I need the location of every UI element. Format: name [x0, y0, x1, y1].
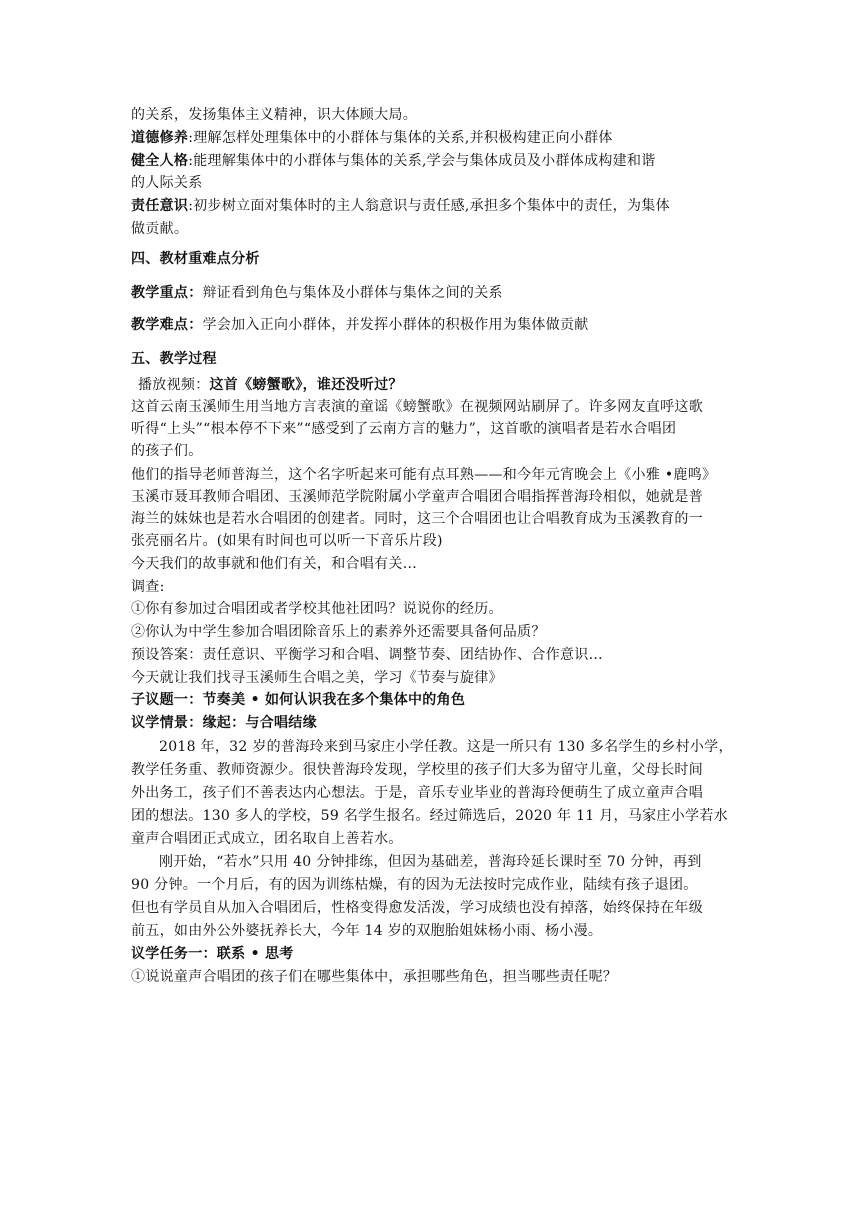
story1-line: 童声合唱团正式成立，团名取自上善若水。: [131, 831, 403, 847]
teaching-key: [131, 283, 731, 303]
goal-personality-label: 健全人格: [131, 153, 189, 169]
goal-personality-cont: 的人际关系: [131, 175, 203, 191]
goal-responsibility-cont: 做贡献。: [131, 221, 189, 237]
para2-line: 张亮丽名片。(如果有时间也可以听一下音乐片段): [131, 533, 443, 549]
teaching-difficulty: [131, 315, 731, 335]
goal-responsibility: [131, 196, 731, 216]
video-prefix: 播放视频：: [138, 377, 210, 393]
story2-line: 90 分钟。一个月后，有的因为训练枯燥，有的因为无法按时完成作业，陆续有孩子退团。: [131, 877, 698, 893]
survey-question-1: ①你有参加过合唱团或者学校其他社团吗？说说你的经历。: [131, 601, 503, 617]
survey-label: 调查:: [131, 579, 165, 595]
goal-personality-text: :能理解集体中的小群体与集体的关系,学会与集体成员及小群体成构建和谐: [188, 153, 656, 169]
story1-line: 外出务工，孩子们不善表达内心想法。于是，音乐专业毕业的普海玲便萌生了成立童声合唱: [131, 785, 703, 801]
story2-line: 刚开始，“若水”只用 40 分钟排练，但因为基础差，普海玲延长课时至 70 分钟，再到: [159, 854, 702, 870]
goal-responsibility-text: :初步树立面对集体时的主人翁意识与责任感,承担多个集体中的责任，为集体: [188, 198, 670, 214]
para1-line: 的孩子们。: [131, 443, 203, 459]
goal-responsibility-label: 责任意识: [131, 198, 189, 214]
task-1-question-1: ①说说童声合唱团的孩子们在哪些集体中，承担哪些角色，担当哪些责任呢？: [131, 969, 618, 985]
video-question: 这首《螃蟹歌》，谁还没听过？: [209, 377, 403, 393]
para2-line: 海兰的妹妹也是若水合唱团的创建者。同时，这三个合唱团也让合唱教育成为玉溪教育的一: [131, 511, 703, 527]
scenario-heading: 议学情景：缘起：与合唱结缘: [131, 715, 317, 731]
task-1-heading: 议学任务一：联系 • 思考: [131, 946, 294, 962]
teaching-difficulty-text: 学会加入正向小群体，并发挥小群体的积极作用为集体做贡献: [202, 317, 589, 333]
para1-line: 听得“上头”“根本停不下来”“感受到了云南方言的魅力”，这首歌的演唱者是若水合唱团: [131, 421, 677, 437]
story2-line: 前五，如由外公外婆抚养长大，今年 14 岁的双胞胎姐妹杨小雨、杨小漫。: [131, 923, 603, 939]
survey-question-2: ②你认为中学生参加合唱团除音乐上的素养外还需要具备何品质？: [131, 624, 546, 640]
preset-answer: 预设答案：责任意识、平衡学习和合唱、调整节奏、团结协作、合作意识...: [131, 647, 603, 663]
story1-line: 教学任务重、教师资源少。很快普海玲发现，学校里的孩子们大多为留守儿童，父母长时间: [131, 762, 703, 778]
section5-heading: 五、教学过程: [131, 351, 217, 367]
teaching-key-text: 辩证看到角色与集体及小群体与集体之间的关系: [202, 285, 503, 301]
intro-tail: 的关系，发扬集体主义精神，识大体顾大局。: [131, 107, 417, 123]
para2-line: 玉溪市聂耳教师合唱团、玉溪师范学院附属小学童声合唱团合唱指挥普海玲相似，她就是普: [131, 489, 703, 505]
story1-line: 2018 年，32 岁的普海玲来到马家庄小学任教。这是一所只有 130 多名学生的乡村小学，: [159, 739, 733, 755]
lead-in: 今天就让我们找寻玉溪师生合唱之美，学习《节奏与旋律》: [131, 670, 503, 686]
intro-line: 今天我们的故事就和他们有关，和合唱有关...: [131, 556, 417, 572]
topic-1-heading: 子议题一：节奏美 • 如何认识我在多个集体中的角色: [131, 692, 466, 708]
goal-moral: [131, 128, 731, 148]
goal-moral-label: 道德修养: [131, 130, 189, 146]
teaching-key-label: 教学重点：: [131, 285, 203, 301]
goal-personality: [131, 151, 731, 171]
section4-heading: 四、教材重难点分析: [131, 251, 260, 267]
goal-moral-text: :理解怎样处理集体中的小群体与集体的关系,并积极构建正向小群体: [188, 130, 613, 146]
para1-line: 这首云南玉溪师生用当地方言表演的童谣《螃蟹歌》在视频网站刷屏了。许多网友直呼这歌: [131, 399, 703, 415]
story2-line: 但也有学员自从加入合唱团后，性格变得愈发活泼，学习成绩也没有掉落，始终保持在年级: [131, 900, 703, 916]
video-line: [138, 375, 738, 395]
story1-line: 团的想法。130 多人的学校，59 名学生报名。经过筛选后，2020 年 11 月，马家庄小学若水: [131, 808, 728, 824]
teaching-difficulty-label: 教学难点：: [131, 317, 203, 333]
para2-line: 他们的指导老师普海兰，这个名字听起来可能有点耳熟——和今年元宵晚会上《小雅 •鹿鸣》: [131, 467, 717, 483]
